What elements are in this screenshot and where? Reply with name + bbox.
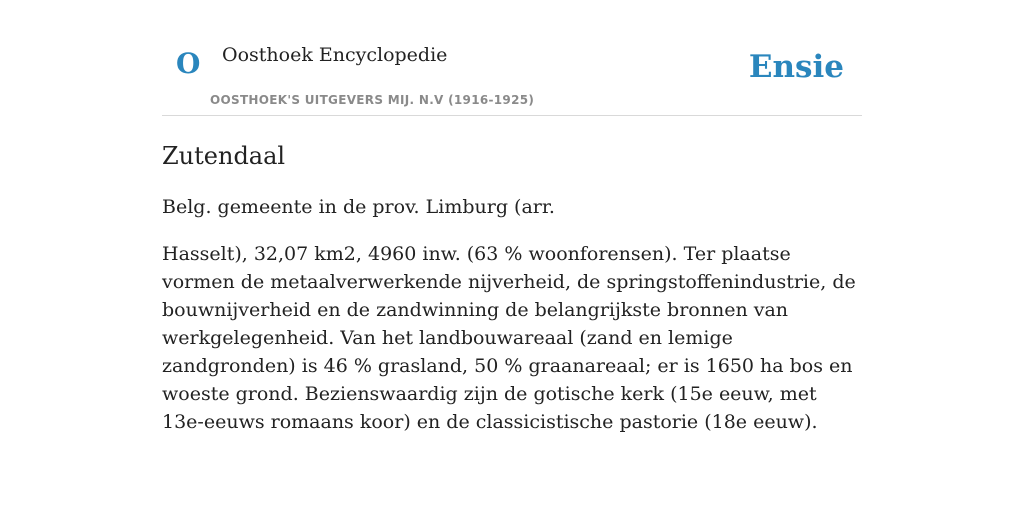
publisher-label: OOSTHOEK'S UITGEVERS MIJ. N.V (1916-1925) [210,93,535,107]
oosthoek-logo-icon[interactable]: O [176,47,201,80]
entry-title: Zutendaal [162,142,286,170]
ensie-logo-link[interactable]: Ensie [748,49,844,85]
encyclopedia-header [162,0,862,116]
page [162,0,862,436]
entry-paragraph: Hasselt), 32,07 km2, 4960 inw. (63 % woonforensen). Ter plaatse vormen de metaalverwerkende nijverheid, de springstoffenindustrie, de bouwnijverheid en de zandwinning de belangrijkste bronnen van werkgelegenheid. Van het landbouwareaal (zand en lemige zandgronden) is 46 % grasland, 50 % graanareaal; er is 1650 ha bos en woeste grond. Bezienswaardig zijn de gotische kerk (15e eeuw, met 13e-eeuws romaans koor) en de classicistische pastorie (18e eeuw). [162,243,856,433]
entry-paragraph: Belg. gemeente in de prov. Limburg (arr. [162,196,555,218]
encyclopedia-title[interactable]: Oosthoek Encyclopedie [222,44,448,66]
